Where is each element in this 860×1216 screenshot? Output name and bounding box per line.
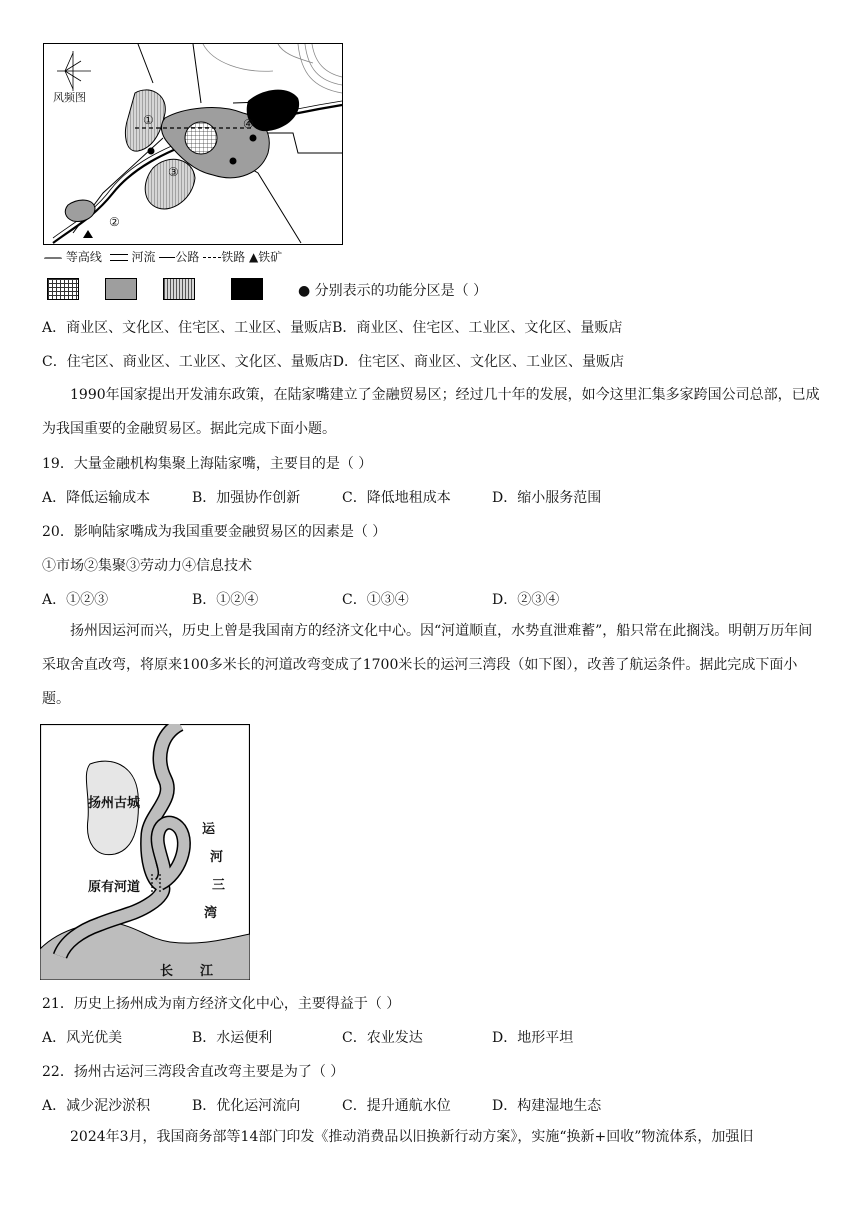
legend-iron-mine: 铁矿 — [258, 250, 283, 264]
q19-options — [42, 488, 601, 508]
legend-contour: 等高线 — [65, 250, 102, 264]
canal-label-4: 湾 — [204, 906, 218, 921]
city-functional-zone-map — [43, 43, 343, 245]
q20-option-d[interactable]: D．②③④ — [492, 592, 560, 608]
passage-lujiazui: 1990年国家提出开发浦东政策，在陆家嘴建立了金融贸易区；经过几十年的发展，如今这里汇集多家跨国公司总部，已成为我国重要的金融贸易区。据此完成下面小题。 — [42, 387, 820, 437]
q19-stem: 19．大量金融机构集聚上海陆家嘴，主要目的是（ ） — [42, 456, 373, 472]
map1-option-b[interactable]: B．商业区、住宅区、工业区、文化区、量贩店 — [332, 320, 623, 336]
q20-option-c[interactable]: C．①③④ — [342, 592, 409, 608]
map1-options-row1 — [42, 318, 622, 338]
old-channel-label: 原有河道 — [88, 880, 141, 895]
q21-option-b[interactable]: B．水运便利 — [192, 1030, 273, 1046]
map1-option-d[interactable]: D．住宅区、商业区、文化区、工业区、量贩店 — [332, 354, 624, 370]
passage-yangzhou: 扬州因运河而兴，历史上曾是我国南方的经济文化中心。因“河道顺直，水势直泄难蓄”，船只常在此搁浅。明朝万历年间采取舍直改弯，将原来100多米长的河道改弯变成了1700米长的运河三湾段（如下图），改善了航运条件。据此完成下面小题。 — [42, 623, 813, 707]
yangzhou-canal-map — [40, 724, 250, 980]
canal-label-1: 运 — [202, 822, 216, 837]
legend-railway: 铁路 — [221, 250, 246, 264]
railway-icon — [203, 257, 221, 258]
city-label: 扬州古城 — [88, 796, 141, 811]
q21-options — [42, 1028, 573, 1048]
q21-option-c[interactable]: C．农业发达 — [342, 1030, 423, 1046]
dot-icon: ● — [298, 283, 311, 299]
legend-river: 河流 — [131, 250, 156, 264]
q20-option-a[interactable]: A．①②③ — [42, 592, 109, 608]
q20-stem: 20．影响陆家嘴成为我国重要金融贸易区的因素是（ ） — [42, 524, 387, 540]
iron-mine-icon: ▲ — [249, 250, 259, 264]
river-icon — [110, 254, 128, 261]
q19-option-b[interactable]: B．加强协作创新 — [192, 490, 301, 506]
passage-trade-in: 2024年3月，我国商务部等14部门印发《推动消费品以旧换新行动方案》，实施“换新+回收”物流体系，加强旧 — [70, 1129, 754, 1145]
q20-options — [42, 590, 559, 610]
q22-option-a[interactable]: A．减少泥沙淤积 — [42, 1098, 151, 1114]
q22-option-c[interactable]: C．提升通航水位 — [342, 1098, 451, 1114]
marker-1: ① — [143, 113, 154, 127]
river-label-1: 长 — [160, 964, 174, 979]
contour-icon — [44, 257, 62, 259]
swatch-gray — [105, 278, 137, 300]
q21-stem: 21．历史上扬州成为南方经济文化中心，主要得益于（ ） — [42, 996, 401, 1012]
swatch-black — [231, 278, 263, 300]
q21-option-d[interactable]: D．地形平坦 — [492, 1030, 574, 1046]
q19-option-a[interactable]: A．降低运输成本 — [42, 490, 151, 506]
q22-options — [42, 1096, 601, 1116]
road-icon — [159, 257, 175, 258]
canal-label-3: 三 — [212, 878, 226, 893]
marker-2: ② — [109, 215, 120, 229]
map-drawing — [43, 43, 343, 245]
map-legend — [44, 248, 282, 265]
wind-rose-label: 风频图 — [53, 91, 86, 104]
swatch-caption: ● 分别表示的功能分区是（ ） — [298, 283, 488, 299]
q20-option-b[interactable]: B．①②④ — [192, 592, 259, 608]
map1-option-c[interactable]: C．住宅区、商业区、工业区、文化区、量贩店 — [42, 354, 333, 370]
map1-option-a[interactable]: A．商业区、文化区、住宅区、工业区、量贩店 — [42, 320, 333, 336]
q20-factors: ①市场②集聚③劳动力④信息技术 — [42, 558, 252, 574]
legend-road: 公路 — [175, 250, 200, 264]
q22-option-d[interactable]: D．构建湿地生态 — [492, 1098, 602, 1114]
q19-option-c[interactable]: C．降低地租成本 — [342, 490, 451, 506]
q22-option-b[interactable]: B．优化运河流向 — [192, 1098, 301, 1114]
swatch-stripes — [163, 278, 195, 300]
marker-4: ④ — [243, 117, 254, 131]
marker-3: ③ — [168, 165, 179, 179]
q19-option-d[interactable]: D．缩小服务范围 — [492, 490, 602, 506]
swatch-grid — [47, 278, 79, 300]
river-label-2: 江 — [200, 964, 214, 979]
q21-option-a[interactable]: A．风光优美 — [42, 1030, 123, 1046]
canal-label-2: 河 — [210, 850, 224, 865]
q22-stem: 22．扬州古运河三湾段舍直改弯主要是为了（ ） — [42, 1064, 345, 1080]
map1-options-row2 — [42, 352, 624, 372]
